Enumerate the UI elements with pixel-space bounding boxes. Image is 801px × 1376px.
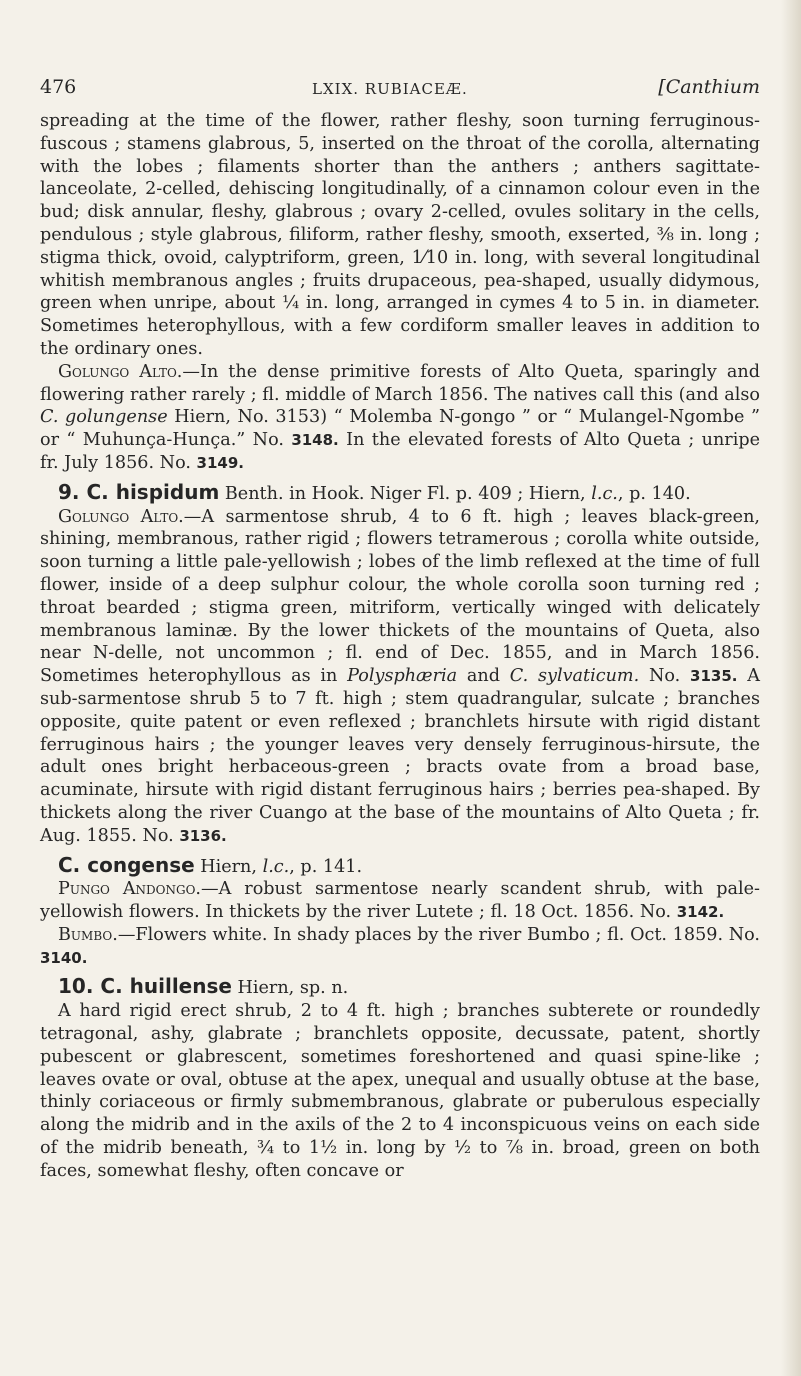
specimen-number: 3142. <box>676 903 725 922</box>
text: A sub-sarmentose shrub 5 to 7 ft. high ; stem quadrangular, sulcate ; branches opposite, quite patent or even reflexed ; branchlets hirsute with rigid distant ferruginous hairs ; the younger leaves very densely ferruginous-hirsute, the adult ones bright herbaceous-green ; bracts ovate from a broad base, acuminate, hirsute with rigid distant ferruginous hairs ; berries pea-shaped. By thickets along the river Cuango at the base of the mountains of Alto Queta ; fr. Aug. 1855. No. <box>40 666 760 846</box>
paragraph-bumbo <box>40 924 760 970</box>
text: No. <box>639 666 691 687</box>
taxon-name: C. sylvaticum. <box>509 666 640 687</box>
locality: Golungo Alto. <box>58 506 184 527</box>
citation-abbrev: l.c. <box>591 483 618 504</box>
genus-heading: [Canthium <box>658 76 760 98</box>
page-edge-shadow <box>781 0 801 1376</box>
text: —A sarmentose shrub, 4 to 6 ft. high ; leaves black-green, shining, membranous, rather rigid ; flowers tetramerous ; corolla white outside, soon turning a little pale-yellowish ; lobes of the limb reflexed at the time of full flower, inside of a deep sulphur colour, the whole corolla soon turning red ; throat bearded ; stigma green, mitriform, vertically winged with delicately membranous laminæ. By the lower thickets of the mountains of Queta, also near N-delle, not uncommon ; fl. end of Dec. 1855, and in March 1856. Sometimes heterophyllous as in <box>40 506 761 687</box>
text: Hiern, No. 3153) “ Molemba N-gongo ” or “ Mulangel-Ngombe ” or “ Muhunça-Hunça.” No. <box>40 407 760 451</box>
locality: Pungo Andongo. <box>58 879 202 900</box>
species-heading-huillense <box>40 975 760 1000</box>
taxon-name: Polysphæria <box>347 666 458 687</box>
species-heading-congense <box>40 854 760 879</box>
paragraph-pungo-andongo <box>40 878 760 924</box>
species-name: C. congense <box>58 852 195 877</box>
specimen-number: 3136. <box>179 826 227 845</box>
species-name: 10. C. huillense <box>58 974 232 999</box>
authority: Hiern, <box>194 856 263 877</box>
page-body <box>40 110 760 1183</box>
paragraph-hispidum <box>40 506 760 848</box>
paragraph-huillense-description: A hard rigid erect shrub, 2 to 4 ft. high ; branches subterete or roundedly tetragonal, ashy, glabrate ; branchlets opposite, decussate, patent, shortly pubescent or glabrescent, sometimes foreshortened and quasi spine-like ; leaves ovate or oval, obtuse at the apex, unequal and usually obtuse at the base, thinly coriaceous or firmly submembranous, glabrate or puberulous especially along the midrib and in the axils of the 2 to 4 inconspicuous veins on each side of the midrib beneath, ¾ to 1½ in. long by ½ to ⅞ in. broad, green on both faces, somewhat fleshy, often concave or <box>40 1001 760 1181</box>
text: —In the dense primitive forests of Alto Queta, sparingly and flowering rather rarely ; fl. middle of March 1856. The natives call this (and also <box>40 361 760 405</box>
text: —Flowers white. In shady places by the river Bumbo ; fl. Oct. 1859. No. <box>117 924 760 945</box>
species-heading-hispidum <box>40 481 760 506</box>
taxon-name: C. golungense <box>40 407 168 428</box>
specimen-number: 3140. <box>40 948 88 967</box>
citation-page: , p. 140. <box>617 483 691 504</box>
citation-abbrev: l.c. <box>262 856 290 877</box>
specimen-number: 3149. <box>196 453 244 472</box>
text: —A robust sarmentose nearly scandent shrub, with pale-yellowish flowers. In thickets by the river Lutete ; fl. 18 Oct. 1856. No. <box>40 879 760 923</box>
paragraph-description: spreading at the time of the flower, rather fleshy, soon turning ferruginous-fuscous ; stamens glabrous, 5, inserted on the throat of the corolla, alternating with the lobes ; filaments shorter than the anthers ; anthers sagittate-lanceolate, 2-celled, dehiscing longitudinally, of a cinnamon colour even in the bud; disk annular, fleshy, glabrous ; ovary 2-celled, ovules solitary in the cells, pendulous ; style glabrous, filiform, rather fleshy, smooth, exserted, ⅜ in. long ; stigma thick, ovoid, calyptriform, green, 1⁄10 in. long, with several longitudinal whitish membranous angles ; fruits drupaceous, pea-shaped, usually didymous, green when unripe, about ¼ in. long, arranged in cymes 4 to 5 in. in diameter. Sometimes heterophyllous, with a few cordiform smaller leaves in addition to the ordinary ones. <box>40 111 760 359</box>
specimen-number: 3135. <box>690 667 738 686</box>
text: and <box>457 666 510 687</box>
page-header <box>40 76 760 106</box>
species-name: 9. C. hispidum <box>58 479 220 504</box>
page-number: 476 <box>40 76 77 98</box>
authority: Hiern, sp. n. <box>231 978 349 999</box>
authority: Benth. in Hook. Niger Fl. p. 409 ; Hiern, <box>219 483 592 504</box>
paragraph-golungo-alto <box>40 361 760 475</box>
locality: Bumbo. <box>58 924 118 945</box>
specimen-number: 3148. <box>291 431 339 450</box>
citation-page: , p. 141. <box>289 856 363 877</box>
running-title: LXIX. RUBIACEÆ. <box>312 80 468 98</box>
text: In the elevated forests of Alto Queta ; unripe fr. July 1856. No. <box>40 430 760 473</box>
locality: Golungo Alto. <box>58 361 183 382</box>
